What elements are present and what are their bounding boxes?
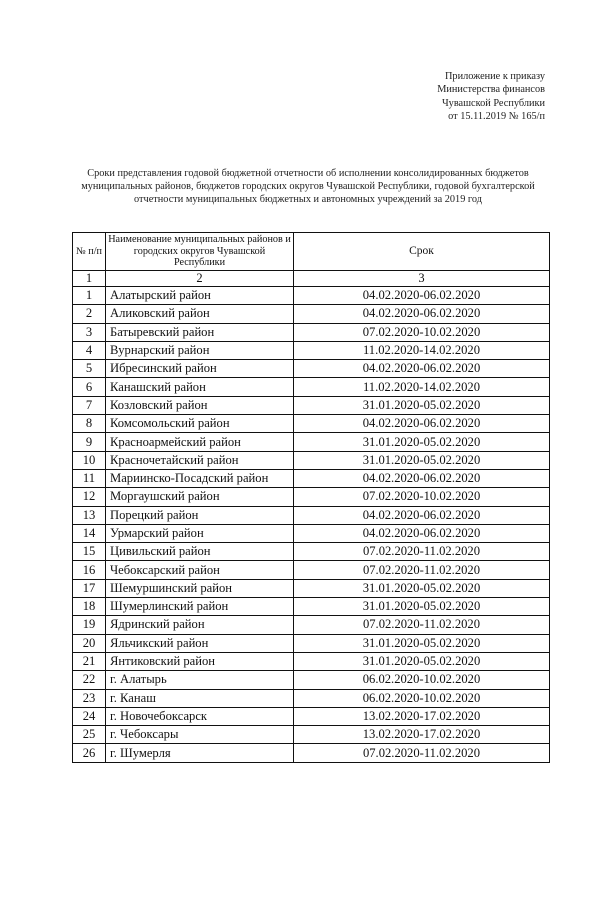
appendix-line: Приложение к приказу bbox=[444, 71, 545, 82]
deadline-cell: 07.02.2020-11.02.2020 bbox=[294, 543, 550, 561]
municipality-name-cell: Канашский район bbox=[106, 378, 294, 396]
deadline-cell: 06.02.2020-10.02.2020 bbox=[294, 671, 550, 689]
municipality-name-cell: г. Чебоксары bbox=[106, 726, 294, 744]
municipality-name-cell: Цивильский район bbox=[106, 543, 294, 561]
municipality-name-cell: Алатырский район bbox=[106, 287, 294, 305]
table-row bbox=[73, 469, 550, 487]
row-number-cell: 6 bbox=[73, 378, 106, 396]
row-number-cell: 16 bbox=[73, 561, 106, 579]
row-number-cell: 14 bbox=[73, 524, 106, 542]
table-row bbox=[73, 305, 550, 323]
row-number-cell: 4 bbox=[73, 341, 106, 359]
deadline-cell: 11.02.2020-14.02.2020 bbox=[294, 341, 550, 359]
municipality-name-cell: Урмарский район bbox=[106, 524, 294, 542]
municipality-name-cell: Мариинско-Посадский район bbox=[106, 469, 294, 487]
deadline-cell: 31.01.2020-05.02.2020 bbox=[294, 433, 550, 451]
municipality-name-cell: Батыревский район bbox=[106, 323, 294, 341]
appendix-block bbox=[385, 70, 545, 123]
row-number-cell: 22 bbox=[73, 671, 106, 689]
municipality-name-cell: Шемуршинский район bbox=[106, 579, 294, 597]
column-number: 2 bbox=[106, 271, 294, 287]
row-number-cell: 2 bbox=[73, 305, 106, 323]
header-row bbox=[73, 233, 550, 271]
table-row bbox=[73, 488, 550, 506]
municipality-name-cell: Чебоксарский район bbox=[106, 561, 294, 579]
table-row bbox=[73, 707, 550, 725]
deadline-cell: 11.02.2020-14.02.2020 bbox=[294, 378, 550, 396]
table-row bbox=[73, 360, 550, 378]
row-number-cell: 3 bbox=[73, 323, 106, 341]
table-row bbox=[73, 341, 550, 359]
row-number-cell: 1 bbox=[73, 287, 106, 305]
table-row bbox=[73, 689, 550, 707]
row-number-cell: 25 bbox=[73, 726, 106, 744]
deadline-cell: 31.01.2020-05.02.2020 bbox=[294, 634, 550, 652]
row-number-cell: 7 bbox=[73, 396, 106, 414]
municipality-name-cell: г. Новочебоксарск bbox=[106, 707, 294, 725]
deadline-cell: 31.01.2020-05.02.2020 bbox=[294, 598, 550, 616]
table-row bbox=[73, 287, 550, 305]
municipality-name-cell: Яльчикский район bbox=[106, 634, 294, 652]
title-line: отчетности муниципальных бюджетных и автономных учреждений за 2019 год bbox=[134, 194, 482, 205]
deadline-cell: 07.02.2020-11.02.2020 bbox=[294, 561, 550, 579]
table-row bbox=[73, 396, 550, 414]
appendix-line: от 15.11.2019 № 165/п bbox=[448, 110, 545, 122]
deadline-cell: 07.02.2020-10.02.2020 bbox=[294, 488, 550, 506]
title-line: Сроки представления годовой бюджетной отчетности об исполнении консолидированных бюджетов bbox=[87, 168, 529, 179]
deadline-cell: 04.02.2020-06.02.2020 bbox=[294, 524, 550, 542]
table-row bbox=[73, 652, 550, 670]
table-row bbox=[73, 671, 550, 689]
municipality-name-cell: Ядринский район bbox=[106, 616, 294, 634]
municipality-name-cell: Шумерлинский район bbox=[106, 598, 294, 616]
appendix-line: Чувашской Республики bbox=[441, 97, 545, 109]
table-row bbox=[73, 451, 550, 469]
row-number-cell: 8 bbox=[73, 415, 106, 433]
row-number-cell: 11 bbox=[73, 469, 106, 487]
table-row bbox=[73, 744, 550, 762]
municipality-name-cell: Вурнарский район bbox=[106, 341, 294, 359]
deadline-cell: 07.02.2020-11.02.2020 bbox=[294, 616, 550, 634]
row-number-cell: 19 bbox=[73, 616, 106, 634]
deadline-cell: 04.02.2020-06.02.2020 bbox=[294, 506, 550, 524]
table-row bbox=[73, 433, 550, 451]
municipality-name-cell: Порецкий район bbox=[106, 506, 294, 524]
row-number-cell: 10 bbox=[73, 451, 106, 469]
document-title bbox=[70, 167, 546, 206]
deadline-cell: 04.02.2020-06.02.2020 bbox=[294, 415, 550, 433]
row-number-cell: 5 bbox=[73, 360, 106, 378]
deadline-cell: 07.02.2020-11.02.2020 bbox=[294, 744, 550, 762]
table-row bbox=[73, 561, 550, 579]
row-number-cell: 13 bbox=[73, 506, 106, 524]
municipality-name-cell: Красноармейский район bbox=[106, 433, 294, 451]
row-number-cell: 20 bbox=[73, 634, 106, 652]
row-number-cell: 18 bbox=[73, 598, 106, 616]
municipality-name-cell: Ибресинский район bbox=[106, 360, 294, 378]
row-number-cell: 15 bbox=[73, 543, 106, 561]
row-number-cell: 21 bbox=[73, 652, 106, 670]
municipality-name-cell: Красночетайский район bbox=[106, 451, 294, 469]
deadline-cell: 31.01.2020-05.02.2020 bbox=[294, 652, 550, 670]
deadline-cell: 04.02.2020-06.02.2020 bbox=[294, 360, 550, 378]
header-name: Наименование муниципальных районов и городских округов Чувашской Республики bbox=[106, 233, 294, 271]
table-row bbox=[73, 616, 550, 634]
row-number-cell: 17 bbox=[73, 579, 106, 597]
table-row bbox=[73, 378, 550, 396]
municipality-name-cell: Комсомольский район bbox=[106, 415, 294, 433]
table-row bbox=[73, 598, 550, 616]
municipality-name-cell: Моргаушский район bbox=[106, 488, 294, 506]
deadline-cell: 13.02.2020-17.02.2020 bbox=[294, 707, 550, 725]
table-row bbox=[73, 634, 550, 652]
municipality-name-cell: Козловский район bbox=[106, 396, 294, 414]
deadline-cell: 31.01.2020-05.02.2020 bbox=[294, 451, 550, 469]
table-body bbox=[73, 287, 550, 763]
title-line: муниципальных районов, бюджетов городских округов Чувашской Республики, годовой бухгалтерской bbox=[81, 181, 535, 192]
municipality-name-cell: г. Алатырь bbox=[106, 671, 294, 689]
table-row bbox=[73, 323, 550, 341]
deadline-cell: 04.02.2020-06.02.2020 bbox=[294, 287, 550, 305]
row-number-cell: 9 bbox=[73, 433, 106, 451]
header-term: Срок bbox=[294, 233, 550, 271]
table-row bbox=[73, 524, 550, 542]
municipality-name-cell: г. Шумерля bbox=[106, 744, 294, 762]
table-row bbox=[73, 506, 550, 524]
table-row bbox=[73, 415, 550, 433]
row-number-cell: 12 bbox=[73, 488, 106, 506]
row-number-cell: 26 bbox=[73, 744, 106, 762]
header-num: № п/п bbox=[73, 233, 106, 271]
deadline-cell: 04.02.2020-06.02.2020 bbox=[294, 305, 550, 323]
deadline-cell: 13.02.2020-17.02.2020 bbox=[294, 726, 550, 744]
municipality-name-cell: Аликовский район bbox=[106, 305, 294, 323]
deadline-cell: 04.02.2020-06.02.2020 bbox=[294, 469, 550, 487]
row-number-cell: 24 bbox=[73, 707, 106, 725]
municipality-name-cell: г. Канаш bbox=[106, 689, 294, 707]
deadline-cell: 07.02.2020-10.02.2020 bbox=[294, 323, 550, 341]
table-row bbox=[73, 726, 550, 744]
table-row bbox=[73, 543, 550, 561]
deadline-cell: 31.01.2020-05.02.2020 bbox=[294, 579, 550, 597]
appendix-line: Министерства финансов bbox=[437, 84, 545, 96]
table-row bbox=[73, 579, 550, 597]
column-number: 1 bbox=[73, 271, 106, 287]
column-number-row bbox=[73, 271, 550, 287]
deadlines-table bbox=[72, 232, 550, 763]
municipality-name-cell: Янтиковский район bbox=[106, 652, 294, 670]
deadline-cell: 06.02.2020-10.02.2020 bbox=[294, 689, 550, 707]
deadline-cell: 31.01.2020-05.02.2020 bbox=[294, 396, 550, 414]
row-number-cell: 23 bbox=[73, 689, 106, 707]
column-number: 3 bbox=[294, 271, 550, 287]
